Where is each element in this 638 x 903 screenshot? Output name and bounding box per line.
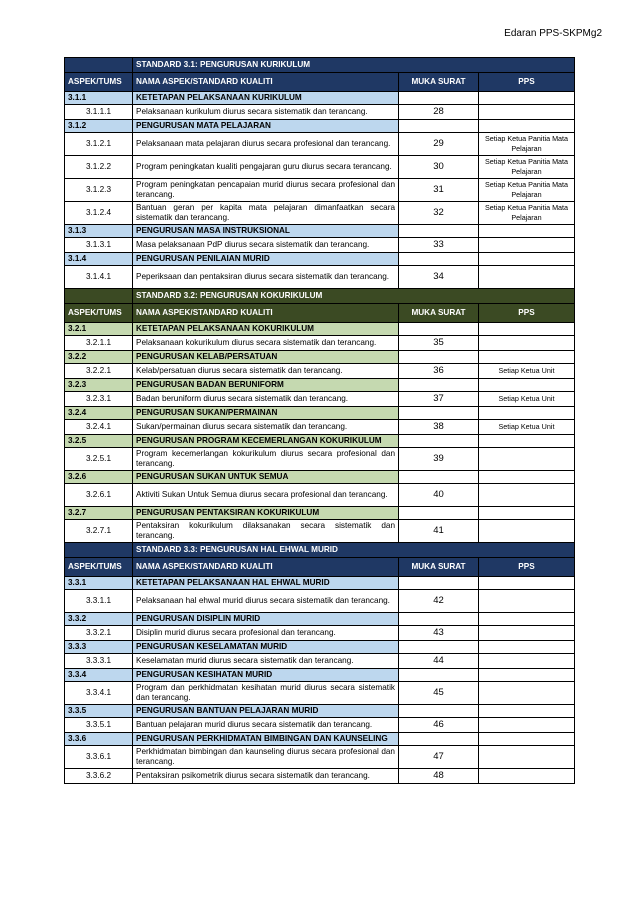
- item-pps: [479, 626, 575, 641]
- section-code: 3.3.1: [65, 577, 133, 590]
- item-pps: Setiap Ketua Unit: [479, 364, 575, 379]
- item-name: Pelaksanaan kurikulum diurus secara sistematik dan terancang.: [133, 105, 399, 120]
- item-name: Keselamatan murid diurus secara sistematik dan terancang.: [133, 654, 399, 669]
- section-page-blank: [399, 407, 479, 420]
- standard-title: STANDARD 3.2: PENGURUSAN KOKURIKULUM: [133, 289, 575, 304]
- column-header-row: [65, 304, 575, 323]
- standard-title-blank: [65, 289, 133, 304]
- standard-title-blank: [65, 543, 133, 558]
- section-code: 3.2.3: [65, 379, 133, 392]
- section-title: PENGURUSAN SUKAN/PERMAINAN: [133, 407, 399, 420]
- section-pps-blank: [479, 435, 575, 448]
- item-name: Masa pelaksanaan PdP diurus secara sistematik dan terancang.: [133, 238, 399, 253]
- section-title: PENGURUSAN PROGRAM KECEMERLANGAN KOKURIKULUM: [133, 435, 399, 448]
- section-pps-blank: [479, 641, 575, 654]
- section-page-blank: [399, 351, 479, 364]
- section-title: KETETAPAN PELAKSANAAN HAL EHWAL MURID: [133, 577, 399, 590]
- standard-title: STANDARD 3.1: PENGURUSAN KURIKULUM: [133, 58, 575, 73]
- item-code: 3.3.5.1: [65, 718, 133, 733]
- section-row: [65, 507, 575, 520]
- column-header-row: [65, 558, 575, 577]
- table-row: [65, 654, 575, 669]
- table-row: [65, 420, 575, 435]
- table-row: [65, 266, 575, 289]
- table-row: [65, 682, 575, 705]
- item-pps: [479, 769, 575, 784]
- section-pps-blank: [479, 577, 575, 590]
- section-pps-blank: [479, 407, 575, 420]
- item-name: Peperiksaan dan pentaksiran diurus secara sistematik dan terancang.: [133, 266, 399, 289]
- column-header-muka-surat: MUKA SURAT: [399, 558, 479, 577]
- column-header-pps: PPS: [479, 558, 575, 577]
- table-row: [65, 626, 575, 641]
- section-title: PENGURUSAN KESELAMATAN MURID: [133, 641, 399, 654]
- item-pps: Setiap Ketua Panitia Mata Pelajaran: [479, 156, 575, 179]
- section-title: KETETAPAN PELAKSANAAN KOKURIKULUM: [133, 323, 399, 336]
- section-pps-blank: [479, 225, 575, 238]
- column-header-muka-surat: MUKA SURAT: [399, 73, 479, 92]
- item-page-number: 30: [399, 156, 479, 179]
- table-row: [65, 590, 575, 613]
- section-title: PENGURUSAN MASA INSTRUKSIONAL: [133, 225, 399, 238]
- table-row: [65, 179, 575, 202]
- section-code: 3.1.2: [65, 120, 133, 133]
- item-code: 3.3.3.1: [65, 654, 133, 669]
- section-title: PENGURUSAN MATA PELAJARAN: [133, 120, 399, 133]
- section-title: PENGURUSAN BADAN BERUNIFORM: [133, 379, 399, 392]
- item-code: 3.1.2.1: [65, 133, 133, 156]
- section-title: PENGURUSAN PENTAKSIRAN KOKURIKULUM: [133, 507, 399, 520]
- section-page-blank: [399, 225, 479, 238]
- table-row: [65, 392, 575, 407]
- section-row: [65, 641, 575, 654]
- section-code: 3.3.5: [65, 705, 133, 718]
- section-code: 3.1.1: [65, 92, 133, 105]
- table-row: [65, 156, 575, 179]
- item-name: Bantuan pelajaran murid diurus secara sistematik dan terancang.: [133, 718, 399, 733]
- table-row: [65, 520, 575, 543]
- section-row: [65, 225, 575, 238]
- section-pps-blank: [479, 379, 575, 392]
- item-code: 3.1.2.4: [65, 202, 133, 225]
- item-name: Sukan/permainan diurus secara sistematik dan terancang.: [133, 420, 399, 435]
- section-pps-blank: [479, 507, 575, 520]
- section-code: 3.3.2: [65, 613, 133, 626]
- table-row: [65, 105, 575, 120]
- section-row: [65, 253, 575, 266]
- section-page-blank: [399, 323, 479, 336]
- section-title: KETETAPAN PELAKSANAAN KURIKULUM: [133, 92, 399, 105]
- table-row: [65, 746, 575, 769]
- section-pps-blank: [479, 471, 575, 484]
- item-name: Pentaksiran kokurikulum dilaksanakan secara sistematik dan terancang.: [133, 520, 399, 543]
- section-row: [65, 351, 575, 364]
- section-page-blank: [399, 669, 479, 682]
- standards-table: [64, 57, 575, 784]
- item-page-number: 41: [399, 520, 479, 543]
- section-title: PENGURUSAN KELAB/PERSATUAN: [133, 351, 399, 364]
- standard-title-blank: [65, 58, 133, 73]
- column-header-aspek: ASPEK/TUMS: [65, 558, 133, 577]
- column-header-nama: NAMA ASPEK/STANDARD KUALITI: [133, 304, 399, 323]
- section-row: [65, 120, 575, 133]
- item-code: 3.1.2.2: [65, 156, 133, 179]
- item-pps: [479, 682, 575, 705]
- item-code: 3.2.2.1: [65, 364, 133, 379]
- item-page-number: 29: [399, 133, 479, 156]
- item-name: Pentaksiran psikometrik diurus secara sistematik dan terancang.: [133, 769, 399, 784]
- column-header-nama: NAMA ASPEK/STANDARD KUALITI: [133, 73, 399, 92]
- section-page-blank: [399, 471, 479, 484]
- item-page-number: 33: [399, 238, 479, 253]
- section-page-blank: [399, 733, 479, 746]
- section-row: [65, 435, 575, 448]
- section-page-blank: [399, 435, 479, 448]
- item-code: 3.3.6.1: [65, 746, 133, 769]
- item-pps: Setiap Ketua Panitia Mata Pelajaran: [479, 133, 575, 156]
- document-reference: Edaran PPS-SKPMg2: [504, 28, 602, 39]
- item-pps: [479, 590, 575, 613]
- item-name: Program dan perkhidmatan kesihatan murid diurus secara sistematik dan terancang.: [133, 682, 399, 705]
- column-header-aspek: ASPEK/TUMS: [65, 73, 133, 92]
- item-page-number: 39: [399, 448, 479, 471]
- item-pps: [479, 266, 575, 289]
- item-pps: [479, 484, 575, 507]
- section-page-blank: [399, 379, 479, 392]
- item-name: Pelaksanaan hal ehwal murid diurus secara sistematik dan terancang.: [133, 590, 399, 613]
- item-pps: Setiap Ketua Unit: [479, 392, 575, 407]
- table-row: [65, 484, 575, 507]
- item-pps: [479, 105, 575, 120]
- item-name: Program peningkatan pencapaian murid diurus secara profesional dan terancang.: [133, 179, 399, 202]
- table-row: [65, 202, 575, 225]
- item-page-number: 45: [399, 682, 479, 705]
- section-page-blank: [399, 641, 479, 654]
- item-name: Kelab/persatuan diurus secara sistematik dan terancang.: [133, 364, 399, 379]
- column-header-muka-surat: MUKA SURAT: [399, 304, 479, 323]
- table-row: [65, 718, 575, 733]
- section-code: 3.2.4: [65, 407, 133, 420]
- section-code: 3.3.4: [65, 669, 133, 682]
- section-pps-blank: [479, 120, 575, 133]
- item-code: 3.3.1.1: [65, 590, 133, 613]
- item-page-number: 44: [399, 654, 479, 669]
- item-code: 3.3.6.2: [65, 769, 133, 784]
- section-page-blank: [399, 92, 479, 105]
- item-name: Pelaksanaan mata pelajaran diurus secara profesional dan terancang.: [133, 133, 399, 156]
- section-code: 3.2.7: [65, 507, 133, 520]
- item-page-number: 31: [399, 179, 479, 202]
- item-pps: [479, 654, 575, 669]
- column-header-pps: PPS: [479, 304, 575, 323]
- item-code: 3.2.7.1: [65, 520, 133, 543]
- item-name: Bantuan geran per kapita mata pelajaran dimanfaatkan secara sistematik dan terancang.: [133, 202, 399, 225]
- item-name: Badan beruniform diurus secara sistematik dan terancang.: [133, 392, 399, 407]
- item-name: Perkhidmatan bimbingan dan kaunseling diurus secara profesional dan terancang.: [133, 746, 399, 769]
- item-page-number: 34: [399, 266, 479, 289]
- table-row: [65, 133, 575, 156]
- section-title: PENGURUSAN BANTUAN PELAJARAN MURID: [133, 705, 399, 718]
- item-name: Disiplin murid diurus secara profesional dan terancang.: [133, 626, 399, 641]
- item-page-number: 35: [399, 336, 479, 351]
- item-code: 3.1.4.1: [65, 266, 133, 289]
- item-code: 3.2.6.1: [65, 484, 133, 507]
- section-row: [65, 705, 575, 718]
- column-header-nama: NAMA ASPEK/STANDARD KUALITI: [133, 558, 399, 577]
- section-page-blank: [399, 120, 479, 133]
- section-page-blank: [399, 705, 479, 718]
- section-page-blank: [399, 253, 479, 266]
- section-row: [65, 379, 575, 392]
- section-pps-blank: [479, 323, 575, 336]
- section-title: PENGURUSAN SUKAN UNTUK SEMUA: [133, 471, 399, 484]
- section-row: [65, 577, 575, 590]
- section-code: 3.2.1: [65, 323, 133, 336]
- item-page-number: 28: [399, 105, 479, 120]
- item-code: 3.2.5.1: [65, 448, 133, 471]
- section-page-blank: [399, 507, 479, 520]
- table-row: [65, 336, 575, 351]
- item-page-number: 40: [399, 484, 479, 507]
- section-pps-blank: [479, 92, 575, 105]
- item-name: Program peningkatan kualiti pengajaran guru diurus secara terancang.: [133, 156, 399, 179]
- item-pps: [479, 520, 575, 543]
- section-row: [65, 92, 575, 105]
- section-code: 3.1.3: [65, 225, 133, 238]
- section-pps-blank: [479, 253, 575, 266]
- section-code: 3.3.3: [65, 641, 133, 654]
- item-page-number: 46: [399, 718, 479, 733]
- section-row: [65, 733, 575, 746]
- section-pps-blank: [479, 669, 575, 682]
- section-row: [65, 471, 575, 484]
- section-code: 3.2.6: [65, 471, 133, 484]
- section-code: 3.3.6: [65, 733, 133, 746]
- table-row: [65, 448, 575, 471]
- section-row: [65, 669, 575, 682]
- item-code: 3.2.4.1: [65, 420, 133, 435]
- item-pps: Setiap Ketua Panitia Mata Pelajaran: [479, 179, 575, 202]
- section-pps-blank: [479, 613, 575, 626]
- item-page-number: 48: [399, 769, 479, 784]
- standard-title-row: [65, 289, 575, 304]
- item-pps: Setiap Ketua Panitia Mata Pelajaran: [479, 202, 575, 225]
- item-page-number: 36: [399, 364, 479, 379]
- item-name: Pelaksanaan kokurikulum diurus secara sistematik dan terancang.: [133, 336, 399, 351]
- section-title: PENGURUSAN PERKHIDMATAN BIMBINGAN DAN KAUNSELING: [133, 733, 399, 746]
- standard-title: STANDARD 3.3: PENGURUSAN HAL EHWAL MURID: [133, 543, 575, 558]
- item-name: Program kecemerlangan kokurikulum diurus secara profesional dan terancang.: [133, 448, 399, 471]
- column-header-aspek: ASPEK/TUMS: [65, 304, 133, 323]
- item-pps: [479, 746, 575, 769]
- item-pps: [479, 448, 575, 471]
- section-title: PENGURUSAN DISIPLIN MURID: [133, 613, 399, 626]
- section-title: PENGURUSAN KESIHATAN MURID: [133, 669, 399, 682]
- item-page-number: 47: [399, 746, 479, 769]
- item-code: 3.2.3.1: [65, 392, 133, 407]
- item-page-number: 32: [399, 202, 479, 225]
- item-code: 3.1.2.3: [65, 179, 133, 202]
- item-code: 3.2.1.1: [65, 336, 133, 351]
- column-header-pps: PPS: [479, 73, 575, 92]
- item-code: 3.1.1.1: [65, 105, 133, 120]
- section-code: 3.2.5: [65, 435, 133, 448]
- item-pps: [479, 336, 575, 351]
- section-pps-blank: [479, 351, 575, 364]
- section-row: [65, 407, 575, 420]
- item-page-number: 43: [399, 626, 479, 641]
- item-pps: [479, 238, 575, 253]
- section-pps-blank: [479, 733, 575, 746]
- table-row: [65, 238, 575, 253]
- item-pps: Setiap Ketua Unit: [479, 420, 575, 435]
- section-row: [65, 613, 575, 626]
- item-page-number: 37: [399, 392, 479, 407]
- item-page-number: 42: [399, 590, 479, 613]
- standard-title-row: [65, 543, 575, 558]
- item-code: 3.1.3.1: [65, 238, 133, 253]
- table-row: [65, 364, 575, 379]
- section-title: PENGURUSAN PENILAIAN MURID: [133, 253, 399, 266]
- section-pps-blank: [479, 705, 575, 718]
- section-code: 3.1.4: [65, 253, 133, 266]
- item-name: Aktiviti Sukan Untuk Semua diurus secara profesional dan terancang.: [133, 484, 399, 507]
- table-row: [65, 769, 575, 784]
- standard-title-row: [65, 58, 575, 73]
- column-header-row: [65, 73, 575, 92]
- item-code: 3.3.2.1: [65, 626, 133, 641]
- item-code: 3.3.4.1: [65, 682, 133, 705]
- section-row: [65, 323, 575, 336]
- item-pps: [479, 718, 575, 733]
- section-page-blank: [399, 577, 479, 590]
- section-page-blank: [399, 613, 479, 626]
- section-code: 3.2.2: [65, 351, 133, 364]
- item-page-number: 38: [399, 420, 479, 435]
